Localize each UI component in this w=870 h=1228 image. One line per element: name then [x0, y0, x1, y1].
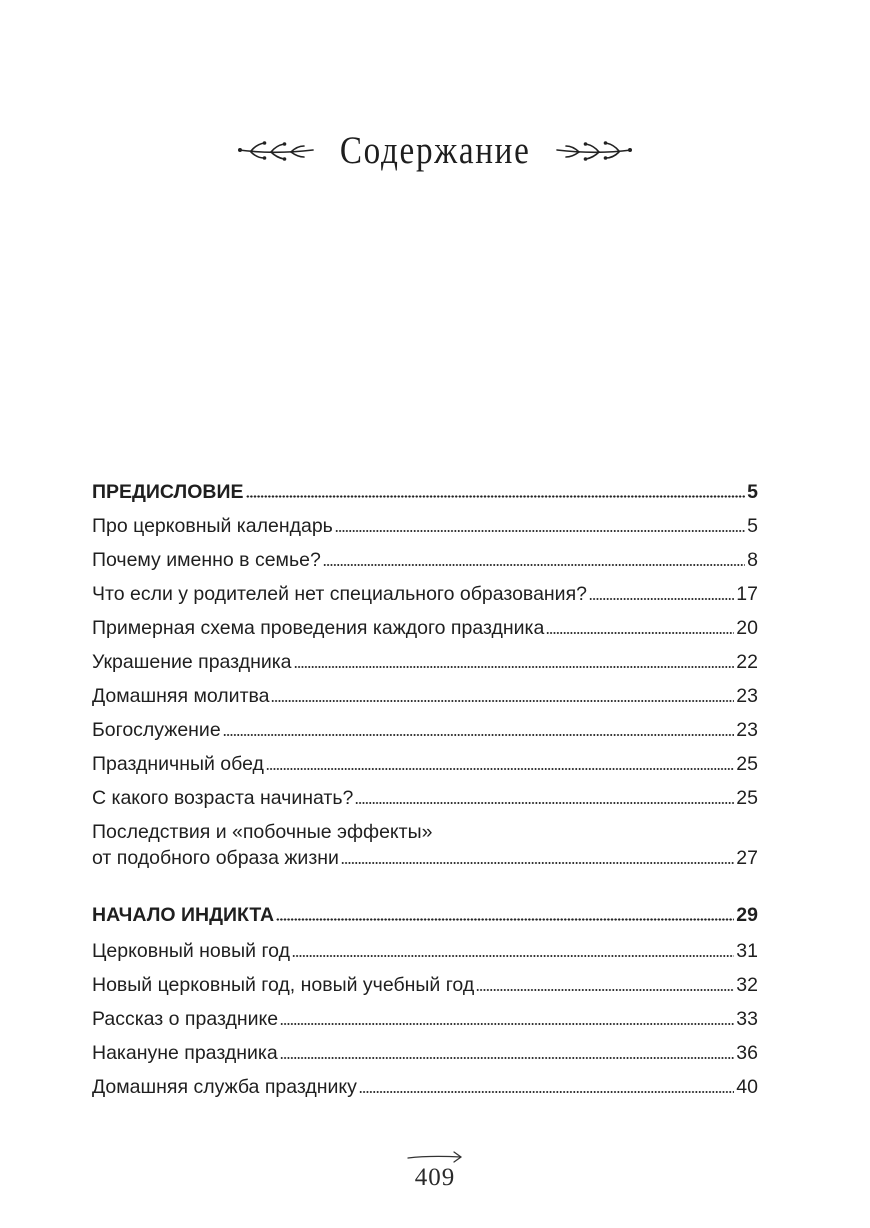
toc-entry-title: Новый церковный год, новый учебный год	[92, 974, 475, 996]
dot-leader	[359, 1091, 734, 1093]
toc-entry-title: НАЧАЛО ИНДИКТА	[92, 904, 275, 926]
arrow-right-icon	[406, 1150, 464, 1164]
toc-entry	[92, 820, 758, 870]
toc-entry	[92, 548, 758, 572]
toc-entry	[92, 786, 758, 810]
toc-entry-page: 25	[736, 753, 758, 775]
toc-entry-title: ПРЕДИСЛОВИЕ	[92, 481, 244, 503]
toc-entry-title: Украшение праздника	[92, 651, 292, 673]
page-footer	[0, 1150, 870, 1192]
toc-entry-page: 36	[736, 1042, 758, 1064]
toc-entry-title: Почему именно в семье?	[92, 549, 321, 571]
toc-entry-title: Про церковный календарь	[92, 515, 333, 537]
toc-entry-title: Богослужение	[92, 719, 221, 741]
dot-leader	[292, 955, 734, 957]
toc-entry	[92, 973, 758, 997]
toc-entry-page: 22	[736, 651, 758, 673]
toc-entry	[92, 480, 758, 504]
toc-entry	[92, 939, 758, 963]
toc-entry-page: 23	[736, 719, 758, 741]
toc-entry-title: Церковный новый год	[92, 940, 290, 962]
page-header	[0, 122, 870, 178]
toc-entry-title: Рассказ о празднике	[92, 1008, 279, 1030]
toc-entry	[92, 718, 758, 742]
page-title: Содержание	[339, 128, 531, 172]
dot-leader	[294, 666, 735, 668]
toc-entry-page: 23	[736, 685, 758, 707]
toc-entry	[92, 684, 758, 708]
toc-entry	[92, 1041, 758, 1065]
toc-entry-page: 32	[736, 974, 758, 996]
dot-leader	[323, 564, 745, 566]
toc-entry	[92, 1007, 758, 1031]
toc-entry-page: 17	[736, 583, 758, 605]
toc-entry	[92, 514, 758, 538]
dot-leader	[276, 918, 734, 921]
dot-leader	[335, 530, 745, 532]
toc-entry-title: Накануне праздника	[92, 1042, 278, 1064]
toc-entry-page: 40	[736, 1076, 758, 1098]
dot-leader	[246, 495, 746, 498]
dot-leader	[355, 802, 734, 804]
toc-entry-page: 5	[747, 515, 758, 537]
dot-leader	[266, 768, 734, 770]
toc-entry-title: Домашняя молитва	[92, 685, 270, 707]
toc-entry-page: 29	[736, 904, 758, 926]
dot-leader	[280, 1023, 734, 1025]
dot-leader	[271, 700, 734, 702]
toc-entry	[92, 752, 758, 776]
toc-entry-page: 25	[736, 787, 758, 809]
toc-entry-line2	[92, 846, 758, 870]
page-number: 409	[414, 1164, 456, 1191]
toc-entry-page: 5	[747, 481, 758, 503]
dot-leader	[223, 734, 735, 736]
dot-leader	[280, 1057, 735, 1059]
toc-entry-title: Домашняя служба празднику	[92, 1076, 357, 1098]
branch-right-icon	[555, 137, 633, 163]
toc-entry-title-continued: от подобного образа жизни	[92, 847, 339, 869]
toc-entry	[92, 582, 758, 606]
toc-entry	[92, 616, 758, 640]
dot-leader	[589, 598, 734, 600]
dot-leader	[476, 989, 734, 991]
toc-entry	[92, 1075, 758, 1099]
dot-leader	[546, 632, 734, 634]
toc-entry-page: 8	[747, 549, 758, 571]
toc-entry-title: С какого возраста начинать?	[92, 787, 354, 809]
toc-entry-page: 31	[736, 940, 758, 962]
branch-left-icon	[237, 137, 315, 163]
toc-entry-page: 33	[736, 1008, 758, 1030]
dot-leader	[341, 862, 734, 864]
toc-entry-title: Примерная схема проведения каждого праздника	[92, 617, 545, 639]
toc-entry-title: Что если у родителей нет специального образования?	[92, 583, 587, 605]
toc-entry-page: 20	[736, 617, 758, 639]
toc-entry-title: Праздничный обед	[92, 753, 264, 775]
toc-entry-page: 27	[736, 847, 758, 869]
toc-entry	[92, 903, 758, 927]
toc-entry-title: Последствия и «побочные эффекты»	[92, 821, 433, 843]
toc-entry	[92, 650, 758, 674]
